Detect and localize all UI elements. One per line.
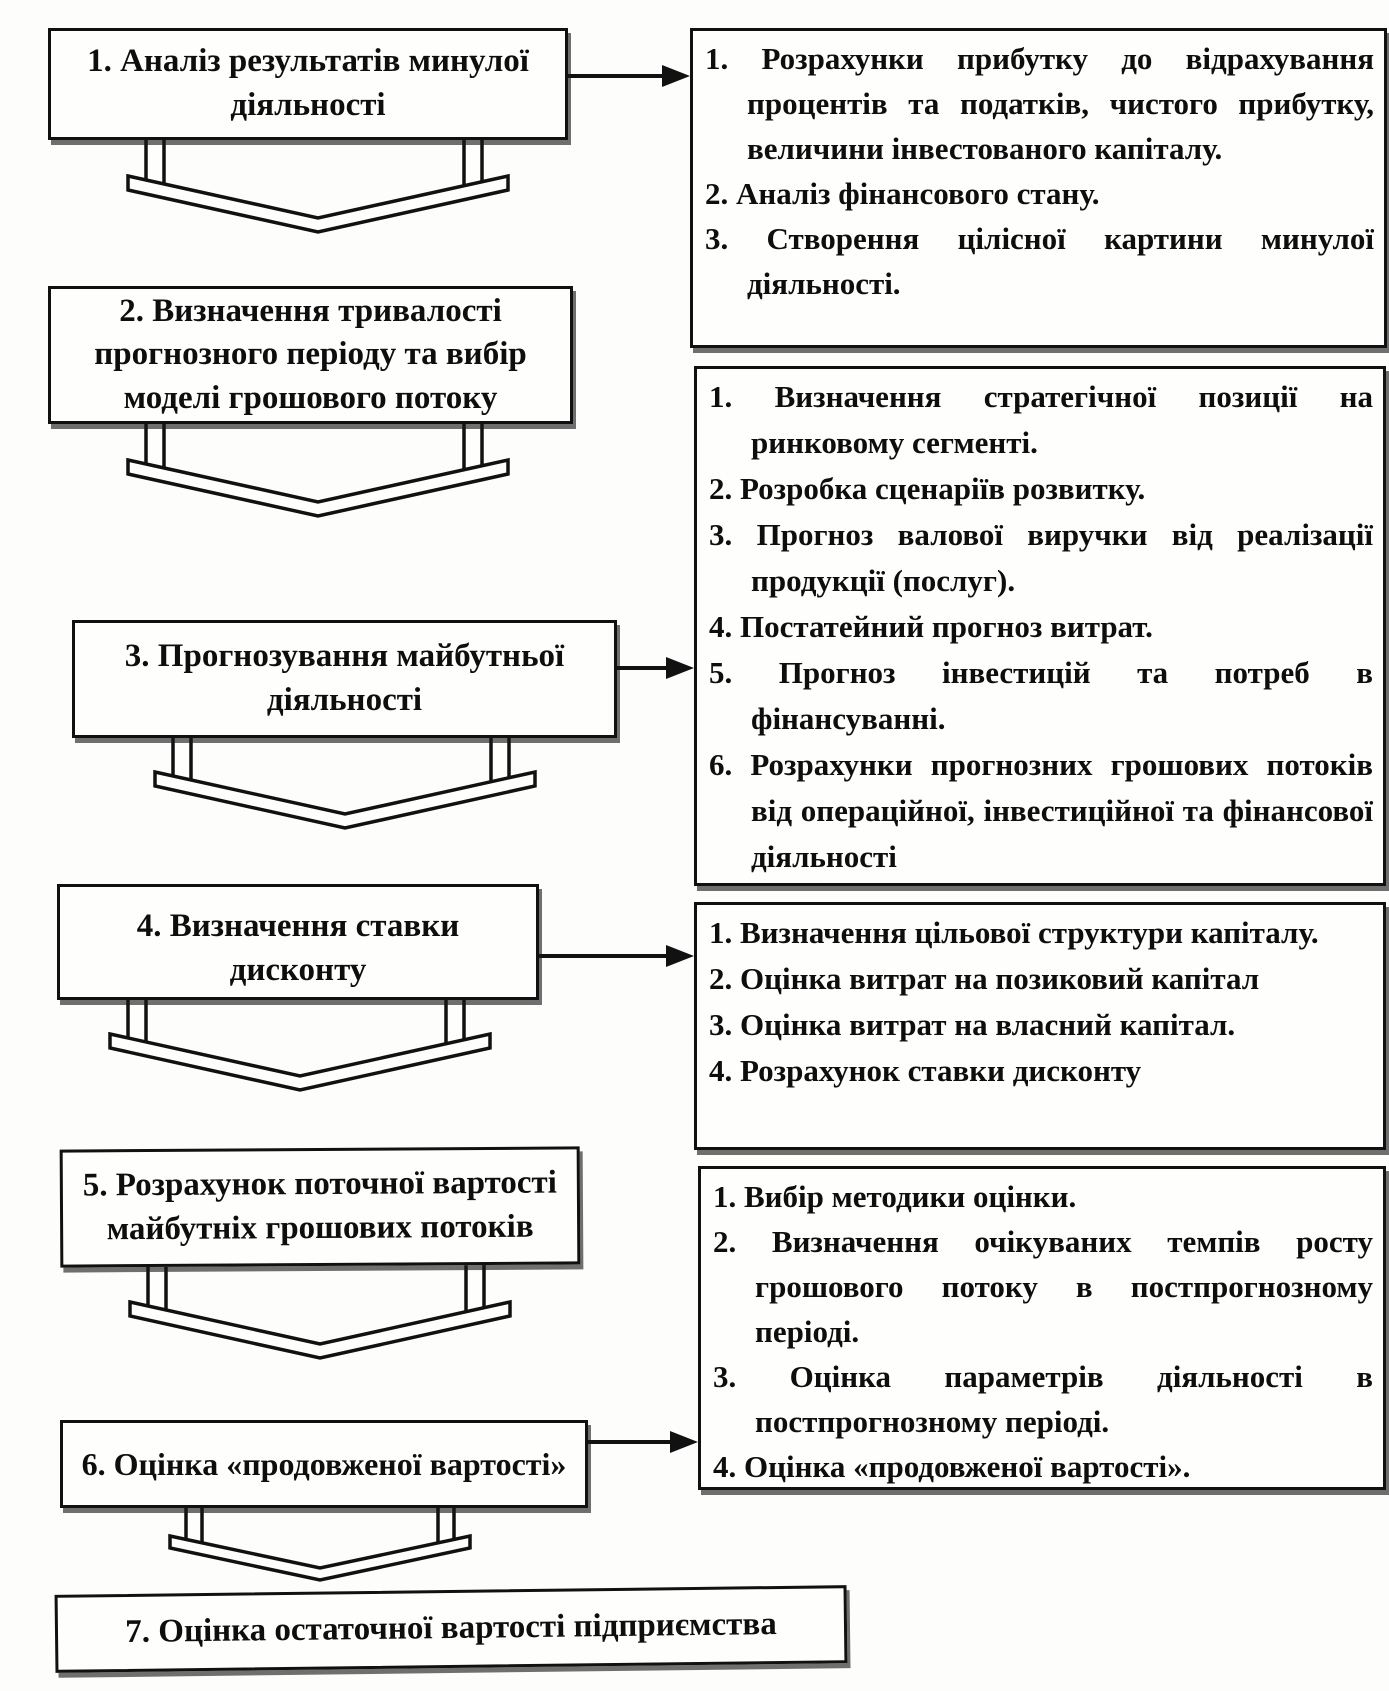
down-arrow-icon-4 xyxy=(110,994,490,1090)
right-arrow-icon-3 xyxy=(538,945,694,967)
right-arrow-icon-1 xyxy=(566,65,690,87)
step-box-7 xyxy=(55,1585,848,1673)
step-label-6: 6. Оцінка «продовженої вартості» xyxy=(81,1445,567,1482)
detail-item: 4. Постатейний прогноз витрат. xyxy=(709,609,1153,644)
step-label-2: 2. Визначення тривалості прогнозного періоду та вибір моделі грошового потоку xyxy=(94,292,527,416)
detail-item: 6. Розрахунки прогнозних грошових потоків від операційної, інвестиційної та фінансової діяльності xyxy=(709,747,1373,874)
detail-item: 1. Визначення стратегічної позиції на ринковому сегменті. xyxy=(709,379,1373,460)
detail-item: 3. Оцінка параметрів діяльності в постпрогнозному періоді. xyxy=(713,1359,1373,1439)
detail-item: 5. Прогноз інвестицій та потреб в фінансуванні. xyxy=(709,655,1373,736)
step-box-2 xyxy=(48,286,573,424)
detail-item: 1. Вибір методики оцінки. xyxy=(713,1179,1077,1214)
down-arrow-icon-1 xyxy=(128,136,508,232)
step-box-3 xyxy=(72,620,617,738)
detail-item: 4. Розрахунок ставки дисконту xyxy=(709,1053,1142,1088)
right-arrow-icon-2 xyxy=(616,657,694,679)
step-label-7: 7. Оцінка остаточної вартості підприємства xyxy=(125,1606,777,1651)
detail-item: 2. Визначення очікуваних темпів росту грошового потоку в постпрогнозному періоді. xyxy=(713,1224,1373,1349)
details-box-4 xyxy=(698,1166,1386,1490)
down-arrow-icon-6 xyxy=(170,1502,470,1580)
down-arrow-icon-5 xyxy=(130,1262,510,1358)
detail-item: 3. Прогноз валової виручки від реалізації продукції (послуг). xyxy=(709,517,1373,598)
detail-item: 2. Аналіз фінансового стану. xyxy=(705,176,1100,211)
details-box-1 xyxy=(690,28,1387,348)
step-label-4: 4. Визначення ставки дисконту xyxy=(136,908,460,988)
detail-item: 1. Розрахунки прибутку до відрахування процентів та податків, чистого прибутку, величини інвестованого капіталу. xyxy=(705,41,1374,166)
step-box-5 xyxy=(60,1146,581,1267)
step-box-1 xyxy=(48,28,568,140)
detail-item: 4. Оцінка «продовженої вартості». xyxy=(713,1449,1191,1484)
detail-item: 2. Оцінка витрат на позиковий капітал xyxy=(709,961,1260,996)
detail-item: 3. Створення цілісної картини минулої діяльності. xyxy=(705,221,1374,301)
details-box-3 xyxy=(694,902,1386,1150)
details-box-2 xyxy=(694,366,1386,886)
right-arrow-icon-4 xyxy=(588,1431,698,1453)
detail-item: 3. Оцінка витрат на власний капітал. xyxy=(709,1007,1236,1042)
step-label-3: 3. Прогнозування майбутньої діяльності xyxy=(124,638,565,718)
step-box-4 xyxy=(57,884,539,1000)
step-label-1: 1. Аналіз результатів минулої діяльності xyxy=(87,43,529,123)
down-arrow-icon-2 xyxy=(128,420,508,516)
detail-item: 2. Розробка сценаріїв розвитку. xyxy=(709,471,1146,506)
step-label-5: 5. Розрахунок поточної вартості майбутніх грошових потоків xyxy=(82,1165,557,1248)
step-box-6 xyxy=(60,1420,588,1508)
detail-item: 1. Визначення цільової структури капіталу. xyxy=(709,915,1319,950)
down-arrow-icon-3 xyxy=(155,732,535,828)
